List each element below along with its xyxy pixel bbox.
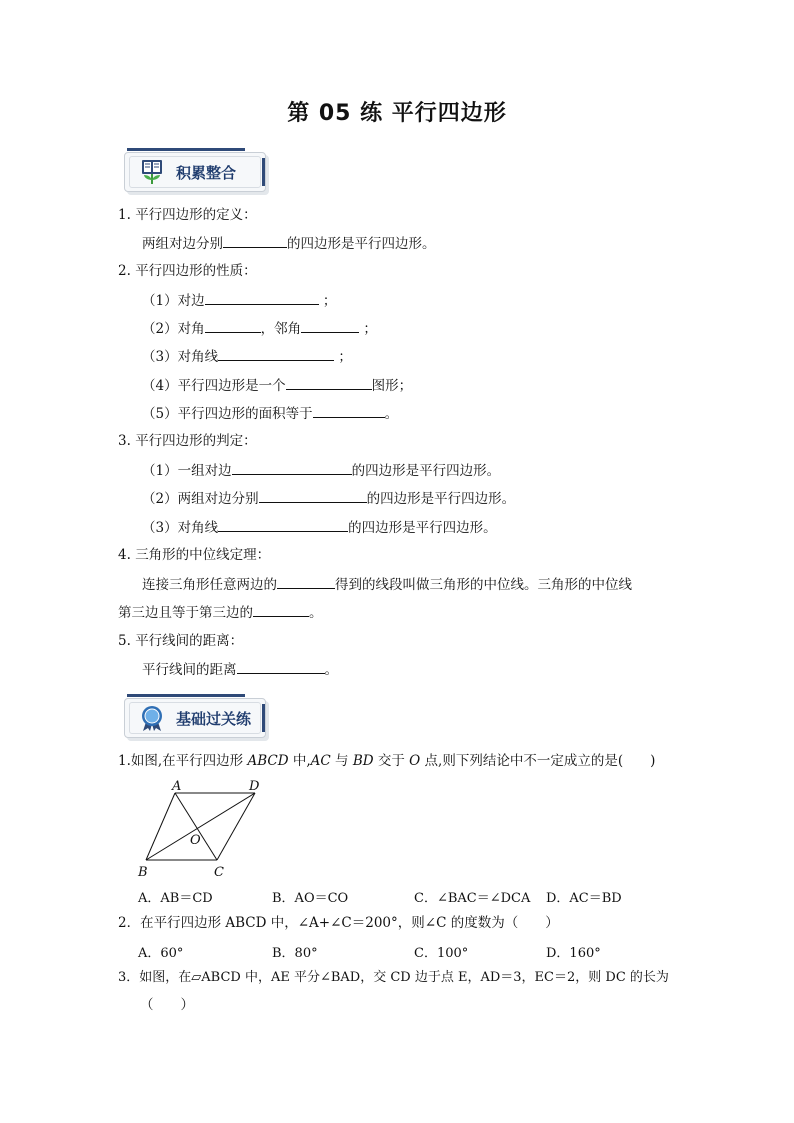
option-a[interactable]: A．60° xyxy=(138,946,184,961)
option-d[interactable]: D．AC＝BD xyxy=(546,891,622,906)
answer-blank[interactable] xyxy=(286,376,372,390)
section-label: 积累整合 xyxy=(176,164,237,182)
question-2: 2．在平行四边形 ABCD 中，∠A+∠C＝200°，则∠C 的度数为（ ） xyxy=(118,915,559,931)
question-3-paren: （ ） xyxy=(140,997,194,1013)
answer-blank[interactable] xyxy=(253,603,309,617)
list-item: （3）对角线 的四边形是平行四边形。 xyxy=(142,520,497,536)
medal-icon xyxy=(138,704,166,732)
list-item: （4）平行四边形是一个 图形； xyxy=(142,378,413,394)
list-item: （2）对角 ，邻角 ； xyxy=(142,321,377,337)
list-item: （2）两组对边分别 的四边形是平行四边形。 xyxy=(142,491,516,507)
list-item: （3）对角线 ； xyxy=(142,349,352,365)
answer-blank[interactable] xyxy=(205,319,261,333)
answer-blank[interactable] xyxy=(218,347,334,361)
page-title: 第 05 练 平行四边形 xyxy=(287,101,507,126)
vertex-label-a: A xyxy=(172,779,182,794)
vertex-label-c: C xyxy=(214,865,224,880)
list-item: 3. 平行四边形的判定： xyxy=(118,433,257,449)
option-b[interactable]: B．80° xyxy=(272,946,318,961)
answer-blank[interactable] xyxy=(218,518,348,532)
point-label-o: O xyxy=(190,833,201,848)
list-item: （1）一组对边 的四边形是平行四边形。 xyxy=(142,463,501,479)
option-b[interactable]: B．AO＝CO xyxy=(272,891,349,906)
answer-blank[interactable] xyxy=(277,575,335,589)
vertex-label-d: D xyxy=(249,779,260,794)
question-3: 3．如图，在▱ABCD 中，AE 平分∠BAD，交 CD 边于点 E，AD＝3，EC＝2，则 DC 的长为 xyxy=(118,970,669,985)
option-c[interactable]: C．100° xyxy=(414,946,469,961)
option-d[interactable]: D．160° xyxy=(546,946,601,961)
list-item: 1. 平行四边形的定义： xyxy=(118,207,257,223)
answer-blank[interactable] xyxy=(301,319,359,333)
list-item: 5. 平行线间的距离： xyxy=(118,633,244,649)
answer-blank[interactable] xyxy=(313,404,385,418)
section-label: 基础过关练 xyxy=(176,710,252,728)
answer-blank[interactable] xyxy=(232,461,352,475)
answer-blank[interactable] xyxy=(223,234,287,248)
book-plant-icon xyxy=(138,158,166,186)
list-item: 连接三角形任意两边的 得到的线段叫做三角形的中位线。三角形的中位线 xyxy=(142,577,632,593)
answer-blank[interactable] xyxy=(205,291,319,305)
list-item: 4. 三角形的中位线定理： xyxy=(118,547,271,563)
list-item: 两组对边分别 的四边形是平行四边形。 xyxy=(142,236,436,252)
list-item: 平行线间的距离 。 xyxy=(142,662,338,678)
vertex-label-b: B xyxy=(138,865,148,880)
option-c[interactable]: C．∠BAC＝∠DCA xyxy=(414,891,531,906)
list-item: 第三边且等于第三边的 。 xyxy=(118,605,323,621)
list-item: （1）对边 ； xyxy=(142,293,337,309)
parallelogram-figure xyxy=(130,775,280,881)
list-item: （5）平行四边形的面积等于 。 xyxy=(142,406,399,422)
answer-blank[interactable] xyxy=(259,489,367,503)
list-item: 2. 平行四边形的性质： xyxy=(118,263,257,279)
section-banner-accumulate xyxy=(124,148,274,194)
question-1: 1.如图,在平行四边形 ABCD 中,AC 与 BD 交于 O 点,则下列结论中不一定成立的是( ) xyxy=(118,753,656,769)
option-a[interactable]: A．AB＝CD xyxy=(138,891,213,906)
section-banner-basic xyxy=(124,694,274,740)
answer-blank[interactable] xyxy=(237,660,325,674)
